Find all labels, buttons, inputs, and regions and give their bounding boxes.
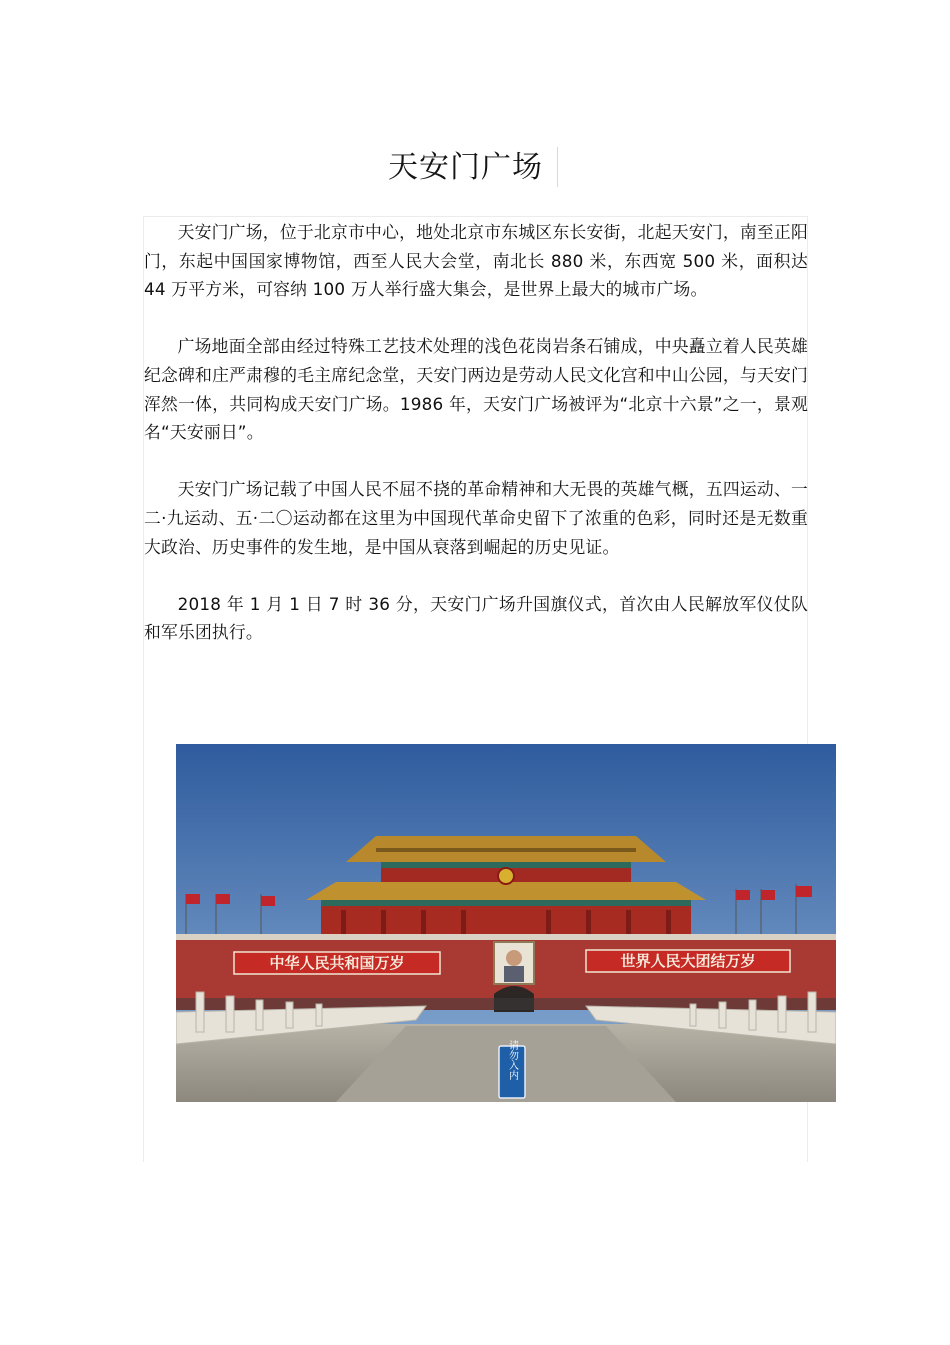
paragraph-history: 天安门广场记载了中国人民不屈不挠的革命精神和大无畏的英雄气概，五四运动、一二·九运动、五·二〇运动都在这里为中国现代革命史留下了浓重的色彩，同时还是无数重大政治、历史事件的发生地，是中国从衰落到崛起的历史见证。 (144, 479, 808, 557)
title-divider (557, 147, 558, 187)
no-entry-sign (499, 1039, 525, 1098)
paragraph-intro: 天安门广场，位于北京市中心，地处北京市东城区东长安街，北起天安门，南至正阳门，东起中国国家博物馆，西至人民大会堂，南北长 880 米，东西宽 500 米，面积达 44 万平方米，可容纳 100 万人举行盛大集会，是世界上最大的城市广场。 (144, 222, 808, 300)
paragraph-ground: 广场地面全部由经过特殊工艺技术处理的浅色花岗岩条石铺成，中央矗立着人民英雄纪念碑和庄严肃穆的毛主席纪念堂，天安门两边是劳动人民文化宫和中山公园，与天安门浑然一体，共同构成天安门广场。1986 年，天安门广场被评为“北京十六景”之一，景观名“天安丽日”。 (144, 336, 808, 443)
tiananmen-illustration (176, 744, 836, 1102)
page-title: 天安门广场 (388, 150, 543, 185)
article-body (144, 218, 808, 676)
left-banner-text: 中华人民共和国万岁 (269, 954, 405, 972)
right-banner-text: 世界人民大团结万岁 (620, 952, 756, 970)
paragraph-flag-ceremony: 2018 年 1 月 1 日 7 时 36 分，天安门广场升国旗仪式，首次由人民解放军仪仗队和军乐团执行。 (144, 593, 808, 643)
sign-text: 请勿入内 (506, 1040, 518, 1080)
content-frame-top (143, 216, 807, 217)
tiananmen-photo (176, 744, 836, 1102)
